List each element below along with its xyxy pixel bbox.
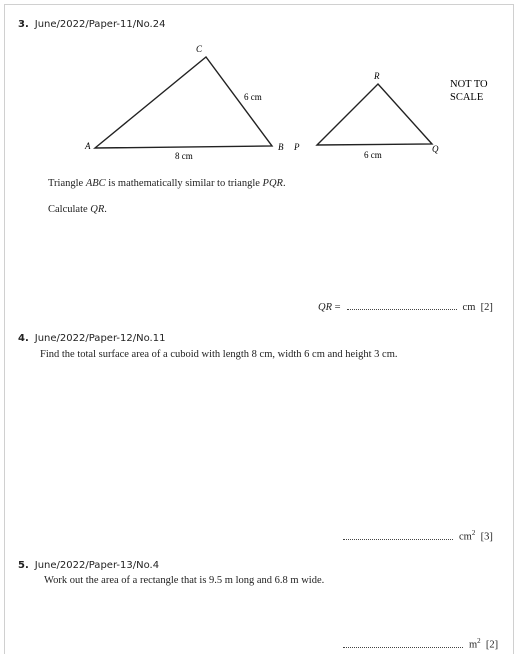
question-5-header: [18, 560, 159, 571]
question-3-statement: Triangle ABC is mathematically similar to triangle PQR.: [48, 178, 286, 189]
vertex-c-label: C: [196, 44, 203, 54]
similar-triangles-diagram: [0, 0, 518, 180]
question-4-text: Find the total surface area of a cuboid with length 8 cm, width 6 cm and height 3 cm.: [40, 349, 398, 360]
not-to-scale-line2: SCALE: [450, 92, 484, 103]
answer-blank[interactable]: [343, 538, 453, 540]
question-3-number: 3.: [18, 19, 29, 30]
question-5-reference: June/2022/Paper-13/No.4: [34, 560, 160, 571]
question-3-answer-line: QR = cm [2]: [318, 302, 493, 313]
vertex-a-label: A: [85, 141, 91, 151]
vertex-b-label: B: [278, 142, 284, 152]
question-4-header: [18, 333, 165, 344]
marks: [3]: [480, 531, 493, 543]
triangle-abc: [95, 57, 272, 148]
side-bc-length: 6 cm: [244, 92, 262, 102]
vertex-r-label: R: [374, 71, 380, 81]
answer-unit: m: [469, 639, 478, 651]
vertex-q-label: Q: [432, 144, 439, 154]
question-4-answer-line: $cm^2$ [3]: [343, 529, 493, 543]
answer-unit: cm: [462, 302, 476, 313]
not-to-scale-line1: NOT TO: [450, 79, 488, 90]
answer-blank[interactable]: [347, 308, 457, 310]
question-4-number: 4.: [18, 333, 29, 344]
question-5-answer-line: $m^2$ [2]: [343, 637, 498, 651]
marks: [2]: [485, 639, 499, 651]
answer-blank[interactable]: [343, 646, 463, 648]
vertex-p-label: P: [294, 142, 300, 152]
marks: [2]: [480, 302, 493, 313]
question-3-reference: June/2022/Paper-11/No.24: [34, 19, 166, 30]
side-ab-length: 8 cm: [175, 151, 193, 161]
question-5-number: 5.: [18, 560, 29, 571]
question-4-reference: June/2022/Paper-12/No.11: [34, 333, 166, 344]
question-5-text: Work out the area of a rectangle that is 9.5 m long and 6.8 m wide.: [44, 575, 325, 586]
triangle-pqr: [317, 84, 432, 145]
question-3-instruction: Calculate QR.: [48, 204, 107, 215]
answer-qr-label: QR: [318, 302, 332, 313]
side-pq-length: 6 cm: [364, 150, 382, 160]
answer-unit: cm: [459, 531, 472, 543]
